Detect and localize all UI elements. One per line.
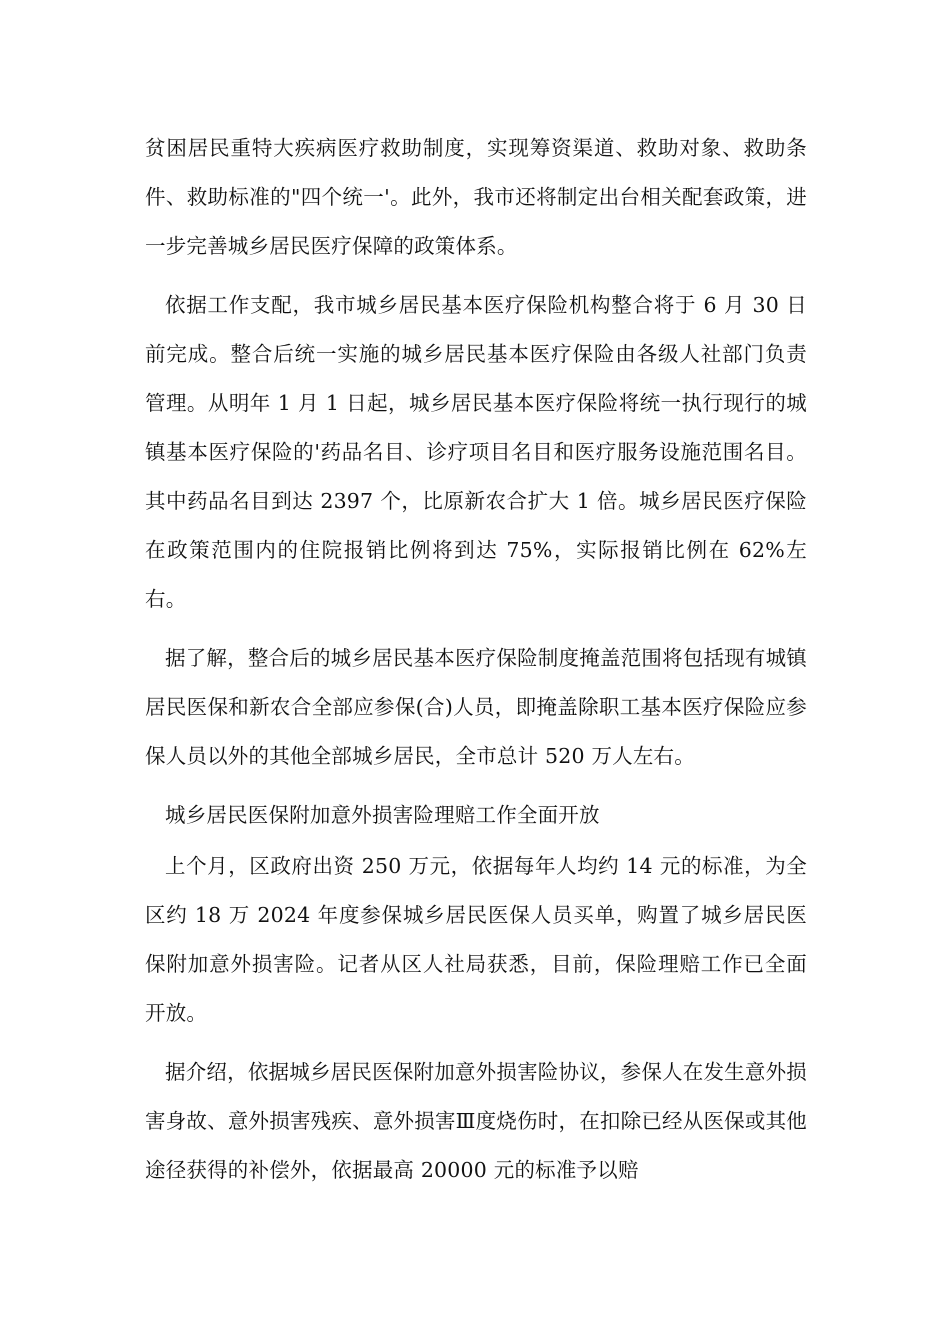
document-body xyxy=(145,124,807,1205)
paragraph-2: 依据工作支配，我市城乡居民基本医疗保险机构整合将于 6 月 30 日前完成。整合后统一实施的城乡居民基本医疗保险由各级人社部门负责管理。从明年 1 月 1 日起，城乡居民基本医疗保险将统一执行现行的城镇基本医疗保险的'药品名目、诊疗项目名目和医疗服务设施范围名目。其中药品名目到达 2397 个，比原新农合扩大 1 倍。城乡居民医疗保险在政策范围内的住院报销比例将到达 75%，实际报销比例在 62%左右。 xyxy=(145,293,807,611)
paragraph-3: 据了解，整合后的城乡居民基本医疗保险制度掩盖范围将包括现有城镇居民医保和新农合全部应参保(合)人员，即掩盖除职工基本医疗保险应参保人员以外的其他全部城乡居民，全市总计 520 万人左右。 xyxy=(145,646,807,768)
paragraph-4: 上个月，区政府出资 250 万元，依据每年人均约 14 元的标准，为全区约 18 万 2024 年度参保城乡居民医保人员买单，购置了城乡居民医保附加意外损害险。记者从区人社局获悉，目前，保险理赔工作已全面开放。 xyxy=(145,854,807,1025)
paragraph-5: 据介绍，依据城乡居民医保附加意外损害险协议，参保人在发生意外损害身故、意外损害残疾、意外损害Ⅲ度烧伤时，在扣除已经从医保或其他途径获得的补偿外，依据最高 20000 元的标准予以赔 xyxy=(145,1060,807,1182)
paragraph-1: 贫困居民重特大疾病医疗救助制度，实现筹资渠道、救助对象、救助条件、救助标准的"四个统一'。此外，我市还将制定出台相关配套政策，进一步完善城乡居民医疗保障的政策体系。 xyxy=(145,136,807,258)
section-heading: 城乡居民医保附加意外损害险理赔工作全面开放 xyxy=(165,803,600,827)
